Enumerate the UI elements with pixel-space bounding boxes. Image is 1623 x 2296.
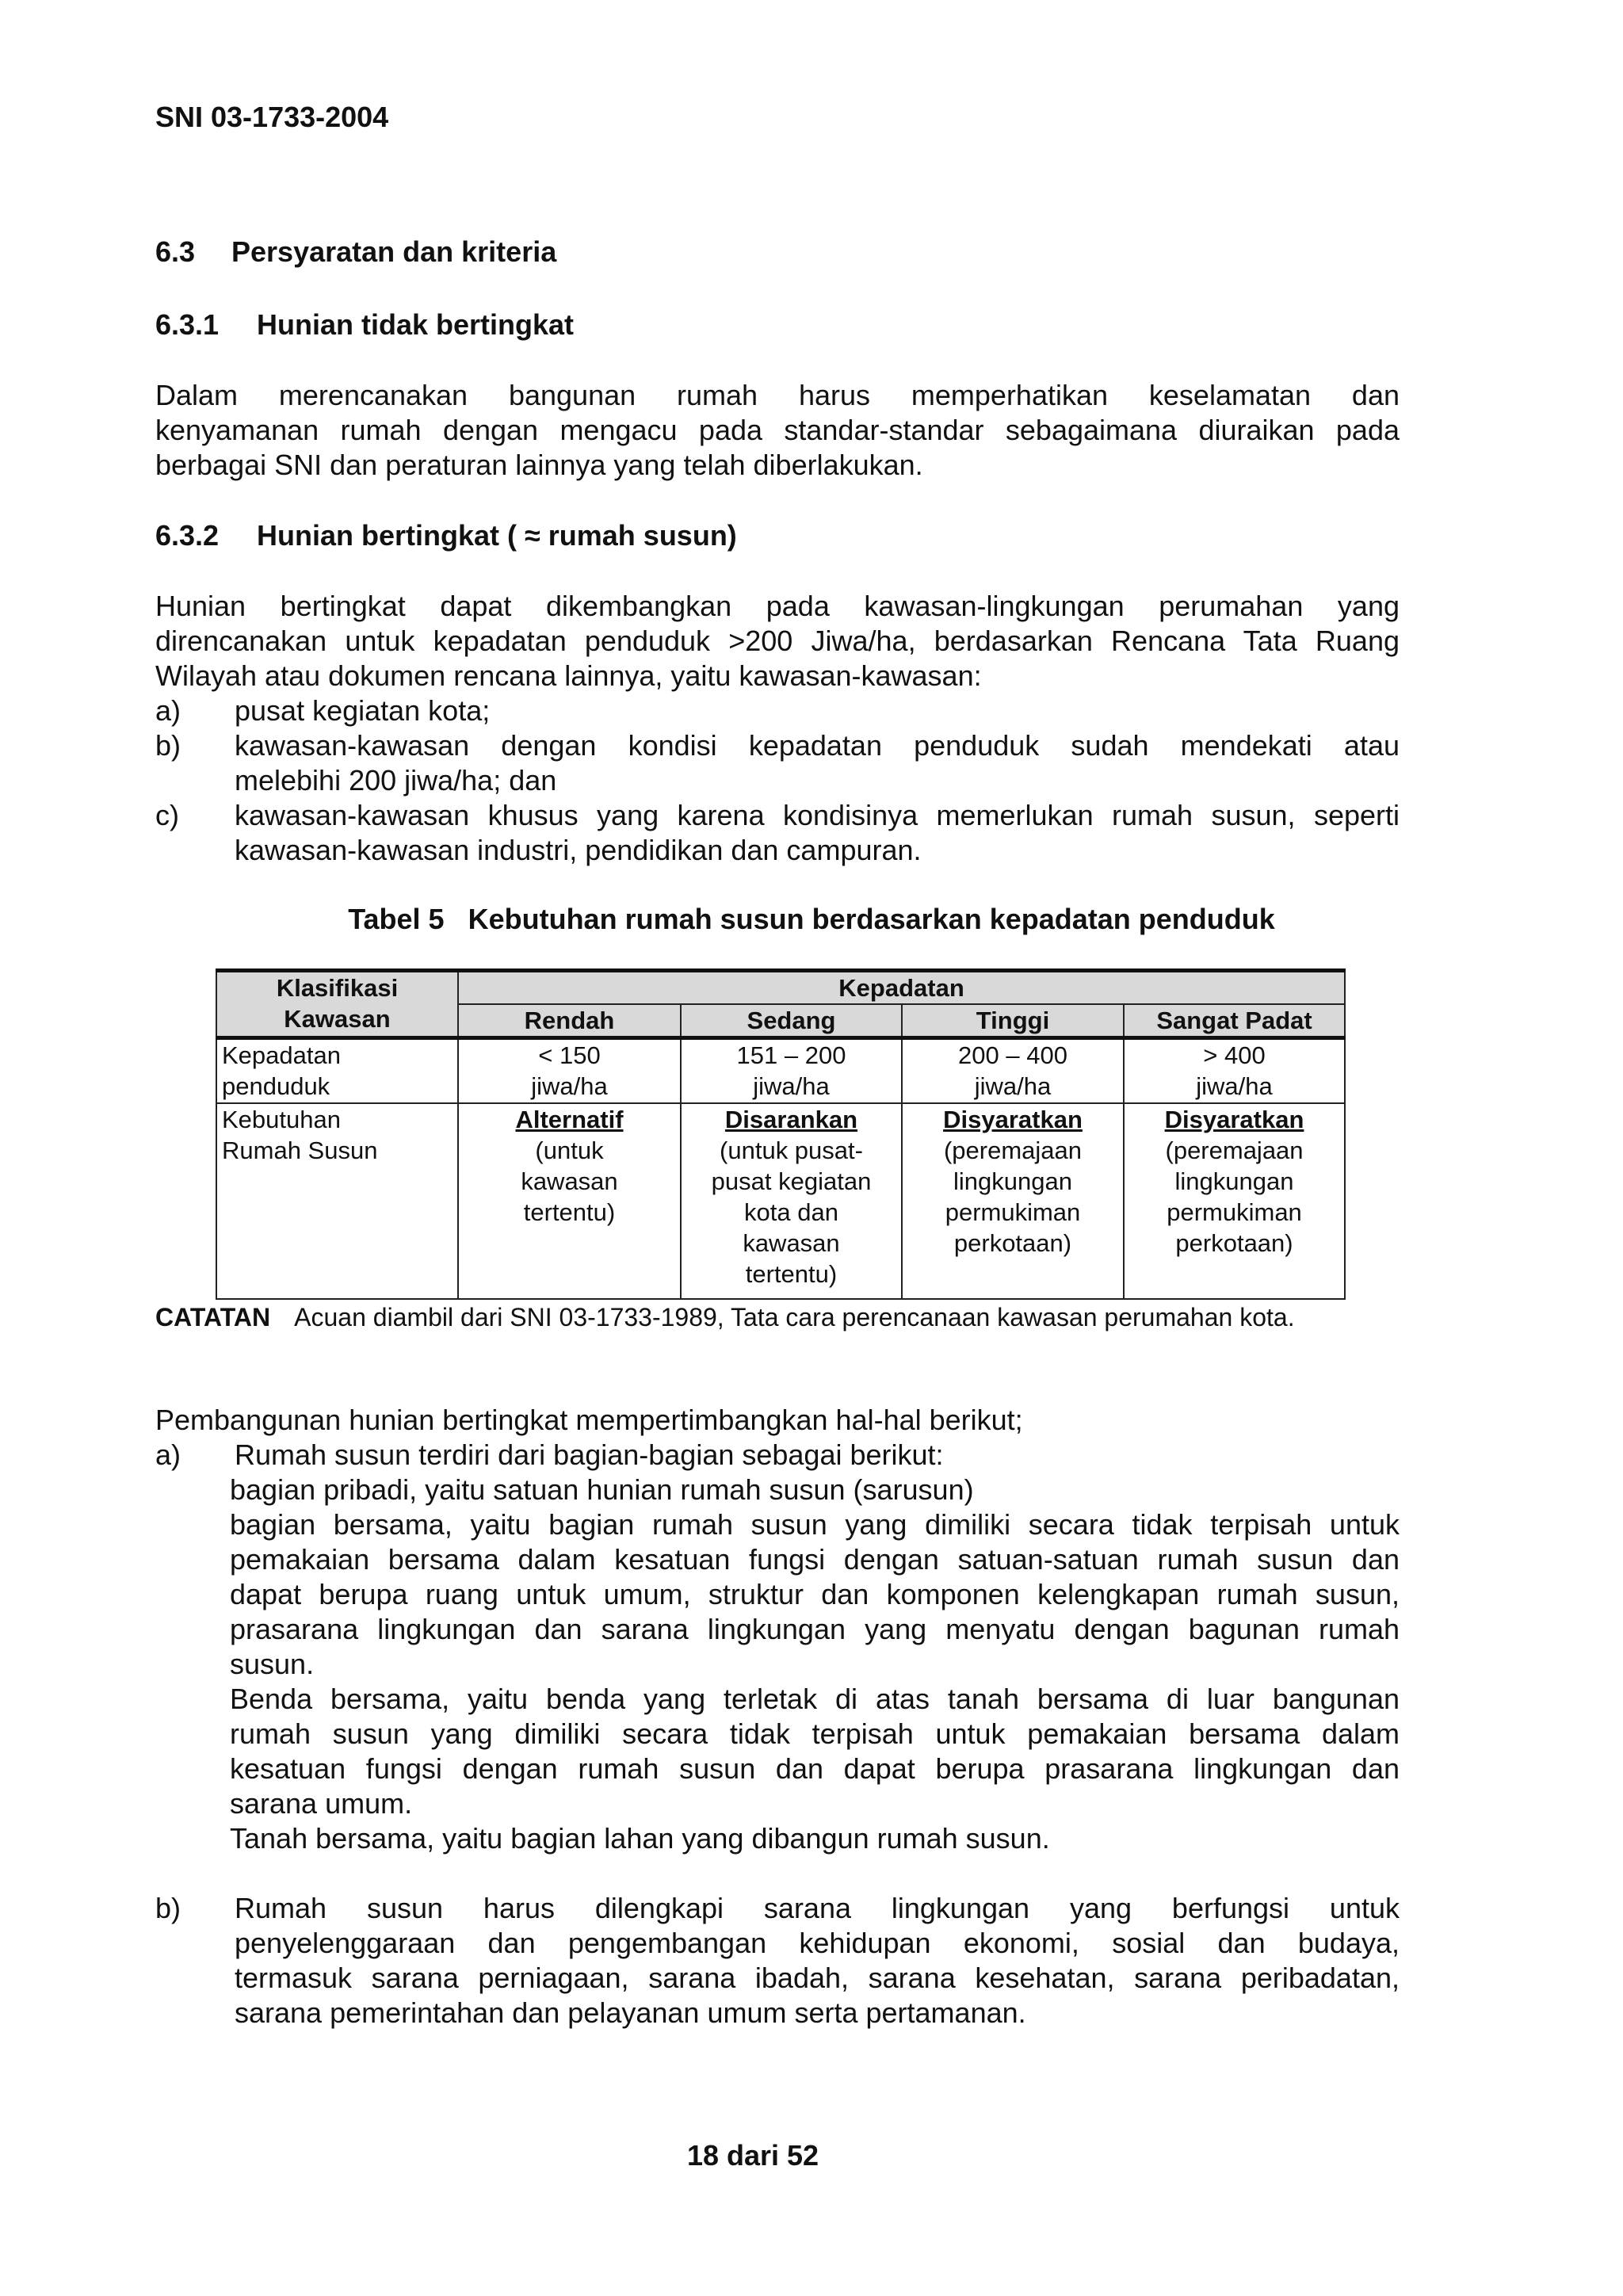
header-col-sedang: Sedang (681, 1004, 902, 1038)
development-label-b: b) (155, 1892, 181, 1924)
need-level: Disarankan (724, 1105, 858, 1133)
cell-text: perkotaan) (953, 1228, 1072, 1257)
cell-text: kawasan (521, 1167, 618, 1195)
paragraph-line: dapat berupa ruang untuk umum, struktur dan komponen kelengkapan rumah susun, (230, 1578, 1400, 1610)
paragraph-line: bagian pribadi, yaitu satuan hunian rumah susun (sarusun) (230, 1473, 974, 1506)
list-item-line: kawasan-kawasan khusus yang karena kondisinya memerlukan rumah susun, seperti (235, 799, 1400, 831)
cell-text: tertentu) (745, 1259, 838, 1288)
section-6-3-1-number: 6.3.1 (155, 308, 220, 341)
cell-sangat-padat-need (1124, 1103, 1345, 1300)
paragraph-line: rumah susun yang dimiliki secara tidak terpisah untuk pemakaian bersama dalam (230, 1717, 1400, 1750)
cell-text: tertentu) (523, 1198, 616, 1226)
need-level: Alternatif (515, 1105, 624, 1133)
list-item-line: kawasan-kawasan industri, pendidikan dan campuran. (235, 834, 922, 866)
section-6-3-title: Persyaratan dan kriteria (231, 235, 557, 268)
list-item-c (235, 798, 1400, 868)
cell-text: penduduk (222, 1072, 330, 1100)
section-6-3-1-paragraph (155, 378, 1400, 483)
paragraph-line: bagian bersama, yaitu bagian rumah susun yang dimiliki secara tidak terpisah untuk (230, 1508, 1400, 1541)
cell-sedang-density (681, 1038, 902, 1103)
development-intro: Pembangunan hunian bertingkat mempertimbangkan hal-hal berikut; (155, 1404, 1023, 1436)
list-label-b: b) (155, 729, 181, 762)
cell-text: perkotaan) (1175, 1228, 1293, 1257)
cell-rendah-need (458, 1103, 681, 1300)
cell-text: (peremajaan (1165, 1136, 1304, 1164)
row-label-kebutuhan (216, 1103, 458, 1300)
list-label-c: c) (155, 799, 179, 831)
cell-text: permukiman (1167, 1198, 1302, 1226)
paragraph-line: termasuk sarana perniagaan, sarana ibadah, sarana kesehatan, sarana peribadatan, (235, 1962, 1400, 1994)
doc-header-id: SNI 03-1733-2004 (155, 101, 389, 133)
header-text: Klasifikasi (276, 974, 399, 1002)
header-classification (216, 971, 458, 1038)
cell-text: < 150 (538, 1041, 601, 1069)
table-note-text: Acuan diambil dari SNI 03-1733-1989, Tata cara perencanaan kawasan perumahan kota. (294, 1303, 1295, 1331)
list-item-line: pusat kegiatan kota; (235, 694, 491, 727)
list-item-b (235, 728, 1400, 798)
section-6-3-2-number: 6.3.2 (155, 519, 220, 552)
paragraph-line: susun. (230, 1648, 315, 1680)
need-level: Disyaratkan (943, 1105, 1083, 1133)
development-label-a: a) (155, 1438, 181, 1471)
cell-text: 200 – 400 (958, 1041, 1067, 1069)
cell-sedang-need (681, 1103, 902, 1300)
paragraph-line: sarana pemerintahan dan pelayanan umum serta pertamanan. (235, 1996, 1026, 2029)
header-col-sangat-padat: Sangat Padat (1124, 1004, 1345, 1038)
paragraph-line: Tanah bersama, yaitu bagian lahan yang dibangun rumah susun. (230, 1822, 1050, 1855)
development-a-title: Rumah susun terdiri dari bagian-bagian sebagai berikut: (235, 1438, 944, 1471)
paragraph-line: Rumah susun harus dilengkapi sarana lingkungan yang berfungsi untuk (235, 1892, 1400, 1924)
cell-text: lingkungan (1174, 1167, 1294, 1195)
cell-text: jiwa/ha (531, 1072, 608, 1100)
page-number: 18 dari 52 (686, 2139, 819, 2172)
header-density-group: Kepadatan (458, 971, 1345, 1005)
cell-text: jiwa/ha (753, 1072, 830, 1100)
development-b-body (235, 1891, 1400, 2030)
need-level: Disyaratkan (1164, 1105, 1304, 1133)
paragraph-line: Hunian bertingkat dapat dikembangkan pada kawasan-lingkungan perumahan yang (155, 590, 1400, 622)
density-table (216, 968, 1346, 1300)
cell-text: lingkungan (953, 1167, 1072, 1195)
header-col-rendah: Rendah (458, 1004, 681, 1038)
development-a-body (230, 1473, 1400, 1856)
cell-text: Kepadatan (222, 1041, 341, 1069)
section-6-3-number: 6.3 (155, 235, 196, 268)
paragraph-line: kenyamanan rumah dengan mengacu pada standar-standar sebagaimana diuraikan pada (155, 414, 1400, 446)
section-6-3-2-paragraph (155, 589, 1400, 693)
table-row (216, 1103, 1345, 1300)
paragraph-line: pemakaian bersama dalam kesatuan fungsi dengan satuan-satuan rumah susun dan (230, 1543, 1400, 1576)
paragraph-line: sarana umum. (230, 1787, 413, 1820)
cell-text: kota dan (744, 1198, 838, 1226)
section-6-3-2-title: Hunian bertingkat ( ≈ rumah susun) (257, 519, 737, 552)
header-text: Kawasan (284, 1005, 391, 1033)
paragraph-line: berbagai SNI dan peraturan lainnya yang telah diberlakukan. (155, 449, 923, 481)
table-caption: Tabel 5 Kebutuhan rumah susun berdasarkan kepadatan penduduk (348, 903, 1275, 935)
paragraph-line: kesatuan fungsi dengan rumah susun dan dapat berupa prasarana lingkungan dan (230, 1752, 1400, 1785)
cell-sangat-padat-density (1124, 1038, 1345, 1103)
cell-text: Rumah Susun (222, 1136, 378, 1164)
table-note (155, 1301, 1295, 1333)
list-item-a (235, 693, 1400, 728)
list-label-a: a) (155, 694, 181, 727)
cell-text: Kebutuhan (222, 1105, 341, 1133)
table-note-label: CATATAN (155, 1303, 271, 1331)
cell-text: jiwa/ha (974, 1072, 1052, 1100)
cell-tinggi-density (902, 1038, 1124, 1103)
paragraph-line: prasarana lingkungan dan sarana lingkungan yang menyatu dengan bagunan rumah (230, 1613, 1400, 1645)
cell-rendah-density (458, 1038, 681, 1103)
header-col-tinggi: Tinggi (902, 1004, 1124, 1038)
cell-text: (untuk (535, 1136, 604, 1164)
paragraph-line: Benda bersama, yaitu benda yang terletak di atas tanah bersama di luar bangunan (230, 1683, 1400, 1715)
list-item-line: melebihi 200 jiwa/ha; dan (235, 764, 557, 797)
cell-text: > 400 (1203, 1041, 1266, 1069)
cell-text: kawasan (743, 1228, 840, 1257)
cell-text: (untuk pusat- (720, 1136, 863, 1164)
row-label-kepadatan (216, 1038, 458, 1103)
cell-tinggi-need (902, 1103, 1124, 1300)
section-6-3-1-title: Hunian tidak bertingkat (257, 308, 575, 341)
table-row (216, 1038, 1345, 1103)
cell-text: permukiman (945, 1198, 1081, 1226)
paragraph-line: direncanakan untuk kepadatan penduduk >200 Jiwa/ha, berdasarkan Rencana Tata Ruang (155, 625, 1400, 657)
cell-text: (peremajaan (943, 1136, 1083, 1164)
list-item-line: kawasan-kawasan dengan kondisi kepadatan penduduk sudah mendekati atau (235, 729, 1400, 762)
paragraph-line: Wilayah atau dokumen rencana lainnya, yaitu kawasan-kawasan: (155, 659, 982, 692)
paragraph-line: penyelenggaraan dan pengembangan kehidupan ekonomi, sosial dan budaya, (235, 1927, 1400, 1959)
cell-text: pusat kegiatan (711, 1167, 872, 1195)
cell-text: 151 – 200 (736, 1041, 846, 1069)
cell-text: jiwa/ha (1196, 1072, 1273, 1100)
paragraph-line: Dalam merencanakan bangunan rumah harus memperhatikan keselamatan dan (155, 379, 1400, 411)
